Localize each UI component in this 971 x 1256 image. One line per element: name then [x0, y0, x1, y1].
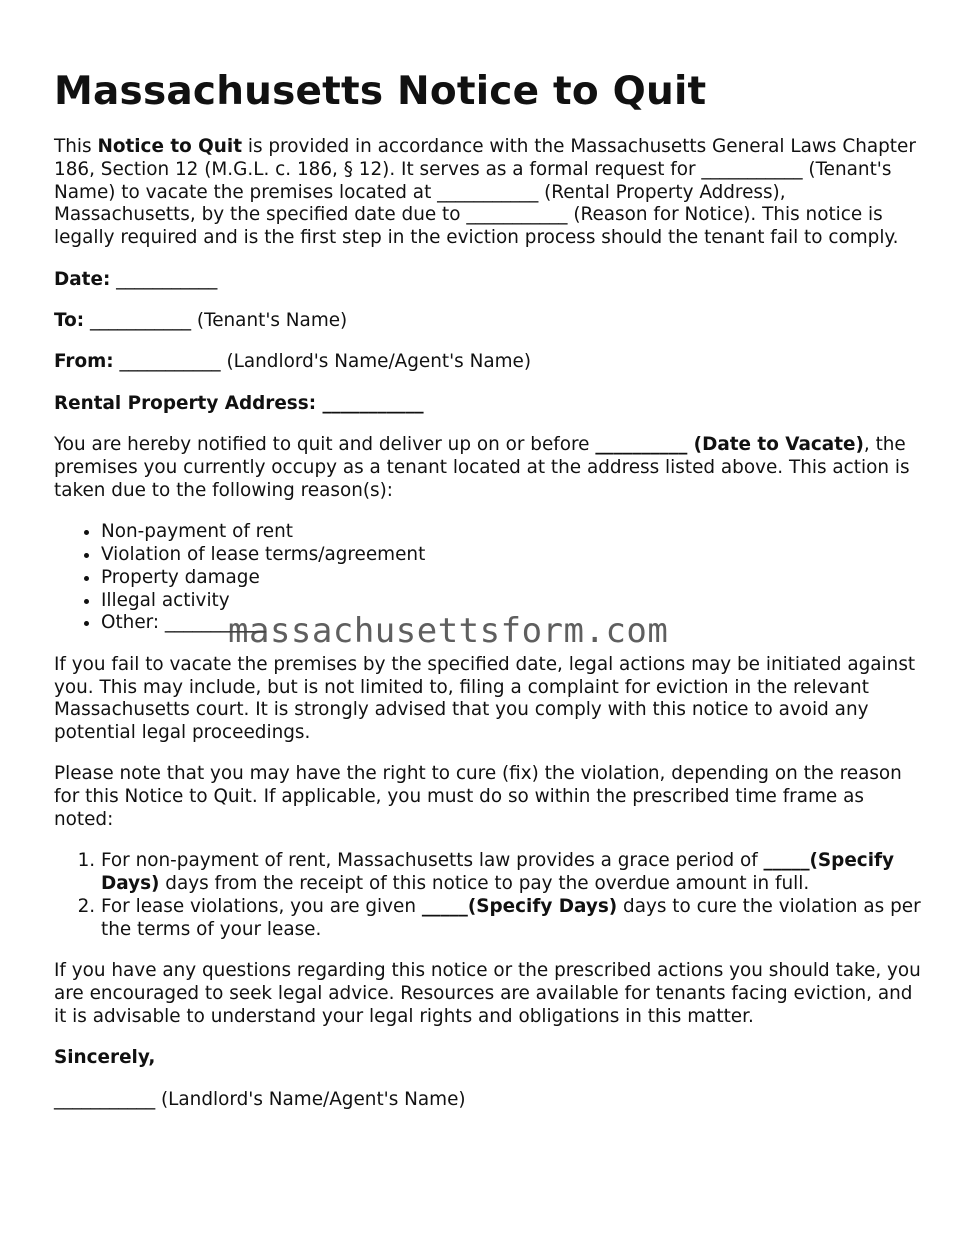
signature-line: ___________ (Landlord's Name/Agent's Name) — [54, 1088, 466, 1110]
date-label: Date: — [54, 268, 111, 290]
questions-paragraph: If you have any questions regarding this notice or the prescribed actions you should take, you are encouraged to seek legal advice. Resources are available for tenants facing eviction, and it is advisable to understand your legal rights and obligations in this matter. — [54, 960, 921, 1027]
from-label: From: — [54, 351, 114, 373]
cure-item-text-rest: days from the receipt of this notice to pay the overdue amount in full. — [159, 873, 810, 895]
date-value: ___________ — [110, 268, 218, 290]
intro-text-start: This — [54, 136, 98, 157]
intro-text-rest: is provided in accordance with the Massachusetts General Laws Chapter 186, Section 12 (M.G.L. c. 186, § 12). It serves as a formal request for ___________ (Tenant's Name) to vacate the premises located at ___________ (Rental Property Address), Massachusetts, by the specified date due to ___________ (Reason for Notice). This notice is legally required and is the first step in the eviction process should the tenant fail to comply. — [54, 136, 916, 249]
cure-item-days: _____(Specify Days) — [421, 896, 618, 918]
cure-item-text-start: For lease violations, you are given — [101, 896, 422, 918]
cure-item-text-start: For non-payment of rent, Massachusetts law provides a grace period of — [101, 850, 764, 872]
cure-item-days: _____(Specify Days) — [101, 850, 895, 895]
list-item: • Violation of lease terms/agreement — [101, 544, 924, 567]
consequence-paragraph: If you fail to vacate the premises by the specified date, legal actions may be initiated against you. This may include, but is not limited to, filing a complaint for eviction in the relevant Massachusetts court. It is strongly advised that you comply with this notice to avoid any potential legal proceedings. — [54, 653, 916, 744]
address-field — [54, 393, 924, 416]
list-item: • Other: ___________ — [101, 612, 924, 635]
notify-text-rest: , the premises you currently occupy as a tenant located at the address listed above. This action is taken due to the following reason(s): — [54, 434, 910, 501]
notify-vacate-date: __________ (Date to Vacate) — [595, 434, 864, 456]
document-title: Massachusetts Notice to Quit — [54, 69, 707, 114]
list-item: • Illegal activity — [101, 590, 924, 613]
watermark-text: massachusettsform.com — [228, 611, 669, 651]
list-item: • Property damage — [101, 567, 924, 590]
notify-text-start: You are hereby notified to quit and deliver up on or before — [54, 434, 596, 456]
date-field — [54, 269, 924, 292]
closing-text: Sincerely, — [54, 1047, 156, 1069]
notice-document — [54, 64, 924, 1130]
closing — [54, 1047, 924, 1070]
address-label: Rental Property Address: ___________ — [54, 392, 424, 414]
to-label: To: — [54, 309, 85, 331]
list-item — [101, 850, 924, 896]
from-field — [54, 351, 924, 374]
list-item — [101, 896, 924, 942]
to-field — [54, 310, 924, 333]
cure-intro-paragraph: Please note that you may have the right to cure (fix) the violation, depending on the reason for this Notice to Quit. If applicable, you must do so within the prescribed time frame as noted: — [54, 763, 902, 831]
to-value: ___________ (Tenant's Name) — [84, 309, 348, 331]
notify-paragraph — [54, 434, 924, 502]
list-item: • Non-payment of rent — [101, 521, 924, 544]
from-value: ___________ (Landlord's Name/Agent's Name) — [113, 351, 532, 373]
intro-paragraph — [54, 136, 924, 250]
intro-bold-term: Notice to Quit — [97, 136, 242, 157]
cure-item-text-rest: days to cure the violation as per the terms of your lease. — [101, 896, 921, 940]
cure-list — [54, 850, 924, 941]
